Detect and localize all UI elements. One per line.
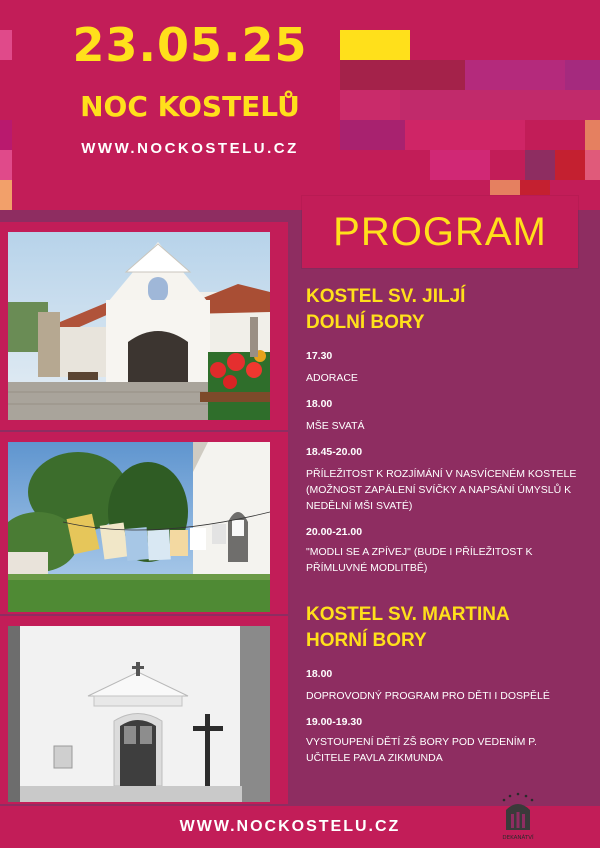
photo-frame-2 <box>0 432 288 614</box>
logo-text: DEKANÁTVÍ <box>502 835 534 841</box>
entry-time: 17.30 <box>306 350 333 362</box>
church-section-1 <box>306 284 596 576</box>
deanery-logo <box>496 788 540 842</box>
header-banner <box>0 0 600 210</box>
program-heading-box <box>302 196 578 268</box>
church-name-martin: KOSTEL SV. MARTINA HORNÍ BORY <box>306 604 510 651</box>
entry-description: VYSTOUPENÍ DĚTÍ ZŠ BORY POD VEDENÍM P. UČITELE PAVLA ZIKMUNDA <box>306 736 537 764</box>
church-name-jilji: KOSTEL SV. JILJÍ DOLNÍ BORY <box>306 286 466 333</box>
photo-garden-banners <box>8 442 270 612</box>
program-entry <box>306 350 596 386</box>
program-content <box>306 284 596 766</box>
photo-frame-3 <box>0 616 288 804</box>
entry-description: "MODLI SE A ZPÍVEJ" (BUDE I PŘÍLEŽITOST K PŘÍMLUVNÉ MODLITBĚ) <box>306 546 533 574</box>
program-title: PROGRAM <box>333 209 547 254</box>
photo-church-jilji <box>8 232 270 420</box>
program-entry <box>306 668 596 704</box>
photo-frame-1 <box>0 222 288 430</box>
entry-time: 20.00-21.00 <box>306 526 363 538</box>
website-link-top[interactable]: WWW.NOCKOSTELU.CZ <box>81 140 299 157</box>
program-entry <box>306 398 596 434</box>
program-entry <box>306 446 596 514</box>
event-date: 23.05.25 <box>72 18 308 72</box>
entry-description: PŘÍLEŽITOST K ROZJÍMÁNÍ V NASVÍCENÉM KOSTELE (MOŽNOST ZAPÁLENÍ SVÍČKY A NAPSÁNÍ ÚMYSLŮ K NEDĚLNÍ MŠI SVATÉ) <box>306 468 577 512</box>
entry-time: 18.45-20.00 <box>306 446 363 458</box>
entry-description: ADORACE <box>306 372 358 384</box>
entry-time: 18.00 <box>306 398 333 410</box>
program-entry <box>306 716 596 766</box>
program-entry <box>306 526 596 576</box>
entry-time: 18.00 <box>306 668 333 680</box>
church-logo-icon <box>496 788 540 842</box>
event-name: NOC KOSTELŮ <box>80 90 300 123</box>
entry-description: DOPROVODNÝ PROGRAM PRO DĚTI I DOSPĚLÉ <box>306 690 550 702</box>
church-section-2 <box>306 602 596 766</box>
entry-time: 19.00-19.30 <box>306 716 363 728</box>
website-link-bottom[interactable]: WWW.NOCKOSTELU.CZ <box>179 818 401 835</box>
photo-church-martin <box>8 626 270 802</box>
entry-description: MŠE SVATÁ <box>306 420 365 432</box>
